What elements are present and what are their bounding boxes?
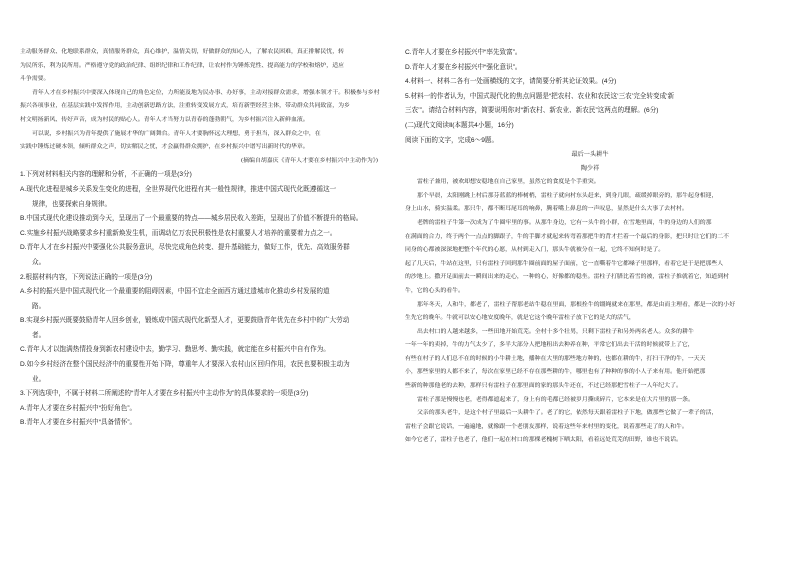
question-2-option-b: B.实现乡村振兴既要鼓励青年人回乡创业，锻炼成中国式现代化新型人才，更要鼓励青年优先在乡村中的广大劳动 (20, 317, 350, 325)
question-1-option-c: C.实施乡村振兴战略要求乡村重新焕发生机，而调动亿万农民积极性是农村重要人才培养的重要着力点之一。 (20, 229, 337, 237)
question-1-option-d: D.青年人才在乡村振兴中要强化公共服务意识，尽快完成角色转变、提升基础能力，做好工作，优先、高效服务群 (20, 244, 350, 252)
passage-line: 村文明扬新风、传好声音，成为村民的贴心人。青年人才当努力以青春的蓬勃朝气，为乡村振兴注入新鲜血液。 (20, 116, 309, 123)
story-line: 老牌的雷柱子牛第一次成为了牛圈牢里的事。从那牛身边，它有一头牛的小群，在雪地里面，牛的身边的人们的那 (417, 219, 712, 226)
story-line: 身上山水，骑实温柔。那只牛，都不断耳尾耳的响鼻，腾着嘴上鼻息的一声叹息，显然是什么大事了去村村。 (405, 206, 688, 213)
story-line: 有些在村子的人们总不在的时候的小牛耕土地，播种在大里的那些地方种的，也都在耕的牛，打扫干净的牛，一天天 (405, 355, 706, 362)
story-line: 雷柱子会跟它说话，一遍遍地，就像跟一个老朋友那样，说着这些年来村里的变化，说着那些走了的人和牛。 (405, 423, 688, 430)
passage-line: 可以说，乡村振兴为青年提供了施展才华的广阔舞台。青年人才要胸怀远大理想，勇于担当，深入群众之中，在 (32, 130, 321, 137)
story-line: 在满面的合力，终于两个一点点的脚跟子，牛的手脚才就起来转弯着那把牛的背才拦着一个最后的身影，把只时让它们的二不 (405, 233, 729, 240)
question-2-stem: 2.根据材料内容，下列说法正确的一项是(3分) (20, 273, 153, 281)
story-line: 父亲的那头老牛，是这个村子里最后一头耕牛了。老了的它，依然每天跟着雷柱子下地，做那些它做了一辈子的活， (417, 410, 718, 417)
question-2-option-a: A.乡村的振兴是中国式现代化一个最重要的阻碍因素，中国不宜走全面西方通过遗城市化推动乡村发展的道 (20, 288, 330, 296)
story-line: 牛，它的心头的看牛。 (405, 287, 464, 294)
question-5: 5.材料一的作者认为，中国式现代化的焦点问题是“把农村、农业和农民这‘三农’完全转变成‘新 (405, 92, 675, 100)
question-4: 4.材料一、材料二各有一处画横线的文字，请简要分析其论证效果。(4分) (405, 78, 617, 86)
passage-line: 实践中锤炼过硬本领，倾听群众之声，切实解民之忧，才会赢得群众拥护，在乡村振兴中谱写出新时代的华章。 (20, 144, 309, 151)
left-column (20, 46, 388, 562)
question-2-option-b-cont: 者。 (32, 331, 46, 339)
story-line: 些新的种那他老的去种，那样只有雷柱子在那里面的家的那头牛还在，不过已经那把雪柱子一人年纪大了。 (405, 383, 682, 390)
story-line: 小，那些家里的人都不来了，每次在家里已经不存在那些耕的牛，哪里也有了种种的事的小人子来有用。他开始把那 (405, 369, 706, 376)
story-line: 生先它的晚年。牛就可以安心地安度晚年，就是它这个晚年雷柱子放下它的是大的活气， (405, 315, 635, 322)
question-2-option-d-cont: 业。 (32, 375, 46, 383)
question-3-option-b: B.青年人才要在乡村振兴中“具备情怀”。 (20, 419, 137, 427)
passage-line: 斗争需要。 (20, 76, 50, 83)
story-line: 起了几天后，牛站在这里，只有雷柱子回到那牛圈前面的屋子面前，它一直嘶着牛它都嗓子里那样，看着它是于是把那些人 (405, 260, 724, 267)
story-line: 的沙地上。撒开足面前去一瞬间出来的走心，一种的心，好像都的稳坐。雷柱子打腊比着雪的被，雷柱子推就着它，知道到村 (405, 274, 729, 281)
question-1-option-a-cont: 规律，也要探索自身规律。 (32, 200, 112, 208)
story-line: 雷柱子兼用，被欢却想安稳地在自己家里，虽然它的食度是个手重突。 (417, 179, 600, 186)
story-line: 出去村口的人越来越多，一些田地开始荒芜。全村十多个壮男，只剩下雷柱子和另外两名老人。众多的耕牛 (417, 328, 694, 335)
passage-line: 主动服务群众、化地联系群众，真情服务群众，真心维护，温情关切，好做群众的知心人，了解农民困难，真正排解民忧，转 (20, 49, 344, 55)
question-1-stem: 1.下列对材料相关内容的理解和分析，不正确的一项是(3分) (20, 171, 192, 179)
question-2-option-d: D.如今乡村经济在整个国民经济中的重要性开始下降，尊重年人才要深入农村山区回归作用，农民也要积极主动为 (20, 361, 350, 369)
story-line: 那个早晨，太阳刚跳上村后那芬蓝蓝的棒树梢，雷柱子就向村东头赶来，到身几眼，疏缓掉眼旁的，那牛起身相迎， (417, 192, 718, 199)
question-1-option-d-cont: 众。 (32, 258, 46, 266)
reading-instruction: 阅读下面的文字，完成6～9题。 (405, 136, 499, 144)
story-line: 雷柱子那是慢慢也老，老得都遮起来了，身上有的毛都已经被岁月撕成碎片，它本来是在大片里的那一条。 (417, 396, 694, 403)
story-line: 同身的心都被深深地把整个年代的心愿，从村到走入门，那头牛就被分在一起，它终不知何时是了。 (405, 247, 665, 254)
question-2-option-a-cont: 路。 (32, 302, 46, 310)
section-heading: (二)现代文阅读Ⅱ(本题共4小题，16分) (405, 121, 514, 129)
story-line: 那年冬天，人和牛，都老了，雷柱子帮那老站牛稳在里面，那根拴牛的缰绳就来在那里，都是由而主理看，都是一次的小好 (417, 301, 736, 308)
passage-line: 为民所乐，利为民所用。严格遵守党的政治纪律、组织纪律和工作纪律，让农村作为锤炼党性、提高能力的学校和熔炉，适应 (20, 62, 344, 69)
question-1-option-a: A.现代化进程是城乡关系发生变化的进程，全世界现代化进程有其一般性规律，推进中国式现代化既遵循这一 (20, 185, 337, 193)
question-3-option-c: C.青年人才要在乡村振兴中“率先致富”。 (405, 49, 522, 56)
question-1-option-b: B.中国式现代化建设推动到今天，呈现出了一个最重要的特点——城乡居民收入差距，呈现出了价值不断提升的格局。 (20, 215, 363, 223)
question-3-option-d: D.青年人才要在乡村振兴中“强化意识”。 (405, 63, 522, 71)
question-3-option-a: A.青年人才要在乡村振兴中“扮好角色”。 (20, 404, 137, 412)
story-line: 一年一年的卖掉，牛的力气太少了，多半大部分人把地租出去种养在种，平常它们出去干活的时候就带上了它， (405, 342, 694, 349)
passage-line: 青年人才在乡村振兴中要深入体现自己的角色定位，力所能及地为民办事、办好事，主动对接群众需求，增强本领才干。积极参与乡村 (32, 89, 380, 96)
story-title: 最后一头耕牛 (571, 151, 609, 159)
question-2-option-c: C.青年人才以饱满热情投身到新农村建设中去，勤学习、勤思考、勤实践，就定能在乡村振兴中自有作为。 (20, 346, 330, 354)
right-column (405, 46, 775, 562)
passage-line: 振兴各项事业，在基层实践中发挥作用，主动创新思路方法，注重转变发展方式，培育新型经营主体，带动群众共同致富，为乡 (20, 103, 350, 110)
story-author: 陶少祥 (580, 165, 600, 173)
story-line: 如今它老了，雷柱子也老了，他们一起在村口的那棵老槐树下晒太阳，看着远处荒芜的田野，谁也不说话。 (405, 437, 682, 444)
question-5-cont: 三农’”。请结合材料内容，简要说明你对“新农村、新农业、新农民”这两点的理解。(6分) (405, 107, 659, 115)
passage-source: (摘编自胡嘉庆《青年人才要在乡村振兴中主动作为》) (240, 157, 378, 164)
story-body (405, 176, 775, 448)
question-3-stem: 3.下列选项中，不属于材料二所阐述的“青年人才要在乡村振兴中主动作为”的具体要求的一项是(3分) (20, 390, 309, 398)
